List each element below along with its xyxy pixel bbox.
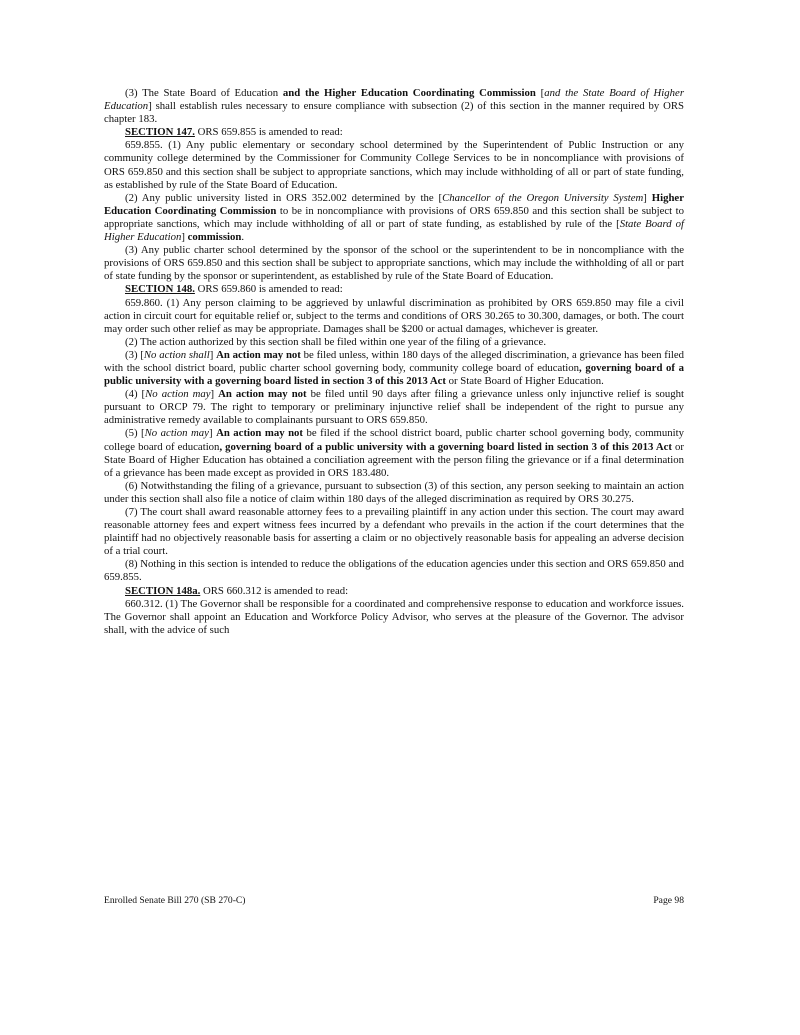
page-footer: [104, 895, 684, 906]
paragraph-659-855-2: (2) Any public university listed in ORS 352.002 determined by the [Chancellor of the Oregon University System] Higher Education Coordinating Commission to be in noncompliance with provisions of ORS 659.850 and this section shall be subject to appropriate sanctions, which may include withholding of all or part of state funding, as established by rule of the [State Board of Higher Education] commission.: [104, 191, 684, 244]
footer-bill-label: Enrolled Senate Bill 270 (SB 270-C): [104, 895, 246, 906]
document-body: [104, 87, 684, 637]
paragraph-659-860-7: (7) The court shall award reasonable attorney fees to a prevailing plaintiff in any action under this section. The court may award reasonable attorney fees and expert witness fees incurred by a defendant who prevails in the action if the court determines that the plaintiff had no objectively reasonable basis for asserting a claim or no objectively reasonable basis for appealing an adverse decision of a trial court.: [104, 506, 684, 558]
paragraph-659-860-8: (8) Nothing in this section is intended to reduce the obligations of the education agencies under this section and ORS 659.850 and 659.855.: [104, 558, 684, 584]
paragraph-659-860-5: (5) [No action may] An action may not be filed if the school district board, public charter school governing body, community college board of education, governing board of a public university with a governing board listed in section 3 of this 2013 Act or State Board of Higher Education has obtained a conciliation agreement with the person filing the grievance or if a final determination of a grievance has been made except as provided in ORS 183.480.: [104, 427, 685, 479]
section-148a-heading: SECTION 148a. ORS 660.312 is amended to read:: [125, 584, 349, 597]
paragraph-659-855-1: 659.855. (1) Any public elementary or secondary school determined by the Superintendent of Public Instruction or any community college determined by the Commissioner for Community College Services to be in noncompliance with provisions of ORS 659.850 and this section shall be subject to appropriate sanctions, which may include withholding of all or part of state funding, as established by rule of the State Board of Education.: [104, 139, 684, 191]
paragraph-659-860-6: (6) Notwithstanding the filing of a grievance, pursuant to subsection (3) of this section, any person seeking to maintain an action under this section shall also file a notice of claim within 180 days of the alleged discrimination as required by ORS 30.275.: [104, 479, 684, 505]
section-148-heading: SECTION 148. ORS 659.860 is amended to read:: [125, 283, 343, 296]
section-147-heading: SECTION 147. ORS 659.855 is amended to read:: [125, 126, 343, 139]
paragraph-659-860-4: (4) [No action may] An action may not be filed until 90 days after filing a grievance unless only injunctive relief is sought pursuant to ORCP 79. The right to temporary or preliminary injunctive relief shall be independent of the right to pursue any administrative remedy available to complainants pursuant to ORS 659.850.: [104, 388, 684, 427]
paragraph-659-860-1: 659.860. (1) Any person claiming to be aggrieved by unlawful discrimination as prohibited by ORS 659.850 may file a civil action in circuit court for equitable relief or, subject to the terms and conditions of ORS 30.265 to 30.300, damages, or both. The court may order such other relief as may be appropriate. Damages shall be $200 or actual damages, whichever is greater.: [104, 296, 684, 335]
paragraph-659-860-3: (3) [No action shall] An action may not be filed unless, within 180 days of the alleged discrimination, a grievance has been filed with the school district board, public charter school governing body, community college board of education, governing board of a public university with a governing board listed in section 3 of this 2013 Act or State Board of Higher Education.: [104, 348, 684, 388]
paragraph-660-312-1: 660.312. (1) The Governor shall be responsible for a coordinated and comprehensive response to education and workforce issues. The Governor shall appoint an Education and Workforce Policy Advisor, who serves at the pleasure of the Governor. The advisor shall, with the advice of such: [104, 597, 684, 636]
footer-page-number: Page 98: [653, 895, 684, 906]
paragraph-subsection-3-rules: (3) The State Board of Education and the Higher Education Coordinating Commission [and the State Board of Higher Education] shall establish rules necessary to ensure compliance with subsection (2) of this section in the manner required by ORS chapter 183.: [104, 87, 685, 126]
paragraph-659-860-2: (2) The action authorized by this section shall be filed within one year of the filing of a grievance.: [125, 335, 547, 348]
paragraph-659-855-3: (3) Any public charter school determined by the sponsor of the school or the superintendent to be in noncompliance with the provisions of ORS 659.850 and this section shall be subject to appropriate sanctions, which may include the withholding of all or part of state funding by the sponsor or superintendent, as established by rule of the State Board of Education.: [104, 244, 684, 283]
